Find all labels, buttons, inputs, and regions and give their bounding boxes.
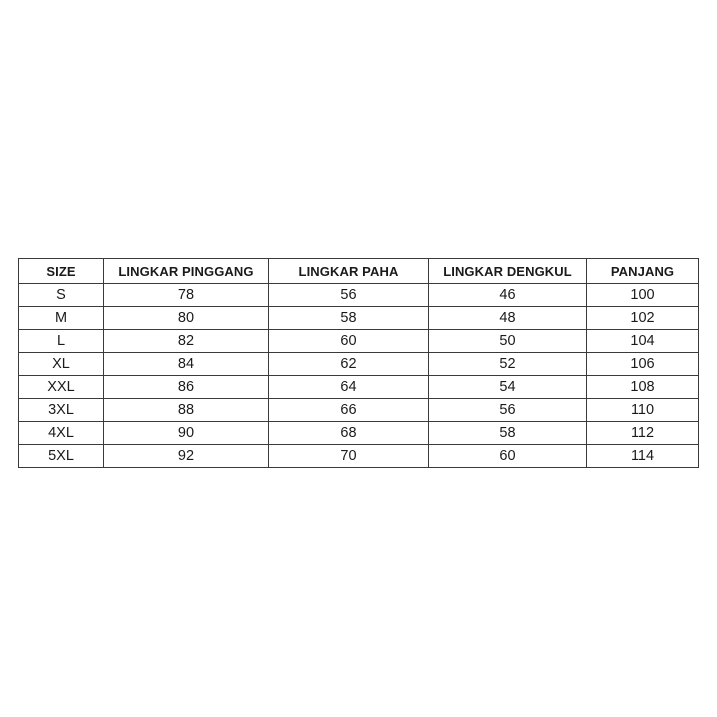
cell-thigh: 58 xyxy=(269,307,429,330)
cell-length: 114 xyxy=(587,445,699,468)
table-row xyxy=(19,307,699,330)
header-length: PANJANG xyxy=(587,259,699,284)
header-knee: LINGKAR DENGKUL xyxy=(429,259,587,284)
table-row xyxy=(19,376,699,399)
cell-thigh: 56 xyxy=(269,284,429,307)
cell-knee: 58 xyxy=(429,422,587,445)
cell-size: XL xyxy=(19,353,104,376)
cell-waist: 88 xyxy=(104,399,269,422)
cell-waist: 80 xyxy=(104,307,269,330)
cell-length: 106 xyxy=(587,353,699,376)
cell-length: 108 xyxy=(587,376,699,399)
cell-size: M xyxy=(19,307,104,330)
cell-size: 5XL xyxy=(19,445,104,468)
cell-length: 102 xyxy=(587,307,699,330)
cell-size: 3XL xyxy=(19,399,104,422)
cell-knee: 52 xyxy=(429,353,587,376)
size-chart-body xyxy=(19,284,699,468)
cell-waist: 82 xyxy=(104,330,269,353)
cell-thigh: 68 xyxy=(269,422,429,445)
table-row xyxy=(19,353,699,376)
table-row xyxy=(19,284,699,307)
cell-thigh: 62 xyxy=(269,353,429,376)
cell-waist: 78 xyxy=(104,284,269,307)
table-row xyxy=(19,445,699,468)
cell-size: L xyxy=(19,330,104,353)
size-chart-header xyxy=(19,259,699,284)
cell-thigh: 70 xyxy=(269,445,429,468)
cell-knee: 48 xyxy=(429,307,587,330)
header-row xyxy=(19,259,699,284)
header-size: SIZE xyxy=(19,259,104,284)
cell-length: 100 xyxy=(587,284,699,307)
cell-thigh: 64 xyxy=(269,376,429,399)
table-row xyxy=(19,399,699,422)
cell-thigh: 60 xyxy=(269,330,429,353)
header-thigh: LINGKAR PAHA xyxy=(269,259,429,284)
cell-waist: 84 xyxy=(104,353,269,376)
cell-knee: 56 xyxy=(429,399,587,422)
cell-length: 104 xyxy=(587,330,699,353)
size-chart-table xyxy=(18,258,699,468)
cell-size: S xyxy=(19,284,104,307)
cell-knee: 46 xyxy=(429,284,587,307)
cell-size: 4XL xyxy=(19,422,104,445)
header-waist: LINGKAR PINGGANG xyxy=(104,259,269,284)
cell-waist: 90 xyxy=(104,422,269,445)
cell-waist: 92 xyxy=(104,445,269,468)
cell-length: 112 xyxy=(587,422,699,445)
table-row xyxy=(19,422,699,445)
cell-knee: 50 xyxy=(429,330,587,353)
cell-knee: 54 xyxy=(429,376,587,399)
cell-knee: 60 xyxy=(429,445,587,468)
cell-length: 110 xyxy=(587,399,699,422)
table-row xyxy=(19,330,699,353)
cell-size: XXL xyxy=(19,376,104,399)
cell-waist: 86 xyxy=(104,376,269,399)
cell-thigh: 66 xyxy=(269,399,429,422)
